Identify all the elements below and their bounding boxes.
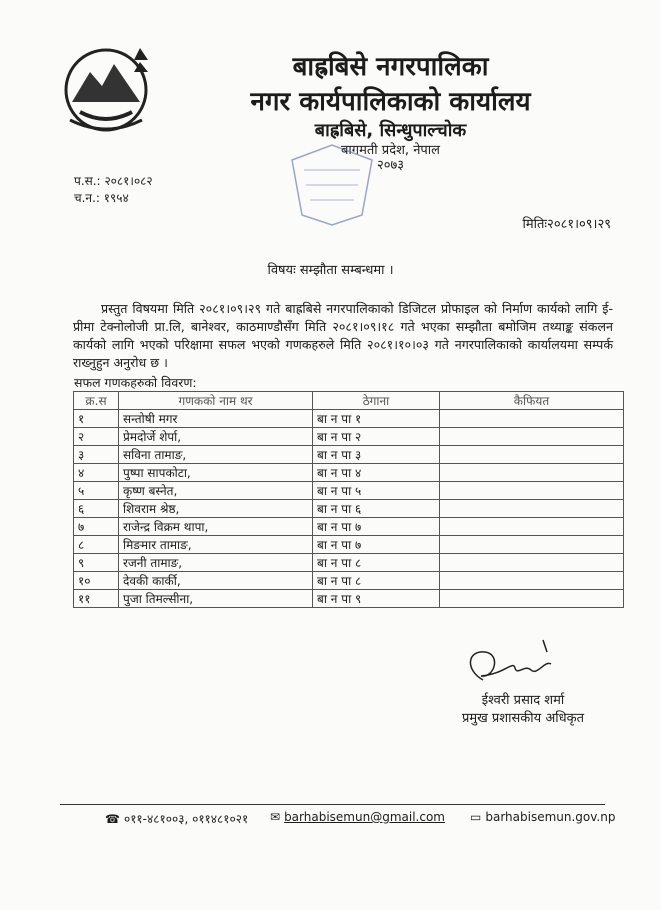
cell-name: शिवराम श्रेष्ठ, [119,500,313,518]
cell-serial: ३ [74,446,119,464]
cell-remarks [440,554,624,572]
cell-remarks [440,572,624,590]
cell-serial: ८ [74,536,119,554]
table-row [74,590,624,608]
header-remarks: कैफियत [440,392,624,410]
established-year: २०७३ [376,158,405,173]
cell-remarks [440,446,624,464]
cell-serial: ११ [74,590,119,608]
cell-address: बा न पा ८ [313,572,440,590]
cell-name: मिङमार तामाङ, [119,536,313,554]
letter-subject: विषयः सम्झौता सम्बन्धमा । [267,263,394,278]
cell-remarks [440,500,624,518]
cell-remarks [440,518,624,536]
cell-remarks [440,590,624,608]
cell-remarks [440,464,624,482]
table-row [74,446,624,464]
address-line: बाह्रबिसे, सिन्धुपाल्चोक [314,120,467,141]
table-row [74,428,624,446]
cell-serial: ४ [74,464,119,482]
letter-body: प्रस्तुत विषयमा मिति २०८१।०९।२९ गते बाह्रबिसे नगरपालिकाको डिजिटल प्रोफाइल को निर्माण कार्यको लागि ई-प्रीमा टेक्नोलोजी प्रा.लि, बानेश्वर, काठमाण्डौसँग मिति २०८१।०९।१८ गते भएका सम्झौता बमोजिम तथ्याङ्क संकलन कार्यको लागि भएको परिक्षामा सफल भएको गणकहरुले मिति २०८१।१०।०३ गते नगरपालिकाको कार्यालयमा सम्पर्क राख्नुहुन अनुरोध छ । [73,301,613,370]
header-name: गणकको नाम थर [119,392,313,410]
enumerators-table [73,391,624,608]
footer-divider [60,804,605,805]
cell-remarks [440,482,624,500]
cell-address: बा न पा ६ [313,500,440,518]
cell-name: पुजा तिमल्सीना, [119,590,313,608]
cell-serial: ६ [74,500,119,518]
cell-name: प्रेमदोर्जे शेर्पा, [119,428,313,446]
cell-name: राजेन्द्र विक्रम थापा, [119,518,313,536]
phone-icon: ☎ [105,812,120,826]
mail-icon: ✉ [270,810,281,824]
header-address: ठेगाना [313,392,440,410]
cell-address: बा न पा ३ [313,446,440,464]
table-row [74,554,624,572]
table-row [74,482,624,500]
cell-remarks [440,410,624,428]
office-title: नगर कार्यपालिकाको कार्यालय [250,87,531,117]
header-serial: क्र.स [74,392,119,410]
cell-name: सविना तामाङ, [119,446,313,464]
cell-address: बा न पा ५ [313,482,440,500]
computer-icon: ▭ [470,810,482,824]
table-row [74,572,624,590]
municipality-title: बाह्रबिसे नगरपालिका [292,52,489,82]
list-title: सफल गणकहरुको विवरण: [74,375,197,390]
dispatch-number: च.न.: १९५४ [74,191,129,205]
cell-address: बा न पा १ [313,410,440,428]
cell-address: बा न पा ४ [313,464,440,482]
table-row [74,464,624,482]
cell-serial: ७ [74,518,119,536]
cell-name: कृष्ण बस्नेत, [119,482,313,500]
cell-serial: १ [74,410,119,428]
footer-phone: ☎ ०११-४८१००३, ०११४८१०२१ [105,812,249,826]
cell-serial: ५ [74,482,119,500]
table-row [74,500,624,518]
signature-icon [455,630,565,690]
reference-number: प.स.: २०८१।०८२ [74,174,153,188]
table-row [74,410,624,428]
cell-name: पुष्पा सापकोटा, [119,464,313,482]
signatory-title: प्रमुख प्रशासकीय अधिकृत [461,711,585,726]
cell-name: देवकी कार्की, [119,572,313,590]
cell-serial: २ [74,428,119,446]
cell-name: रजनी तामाङ, [119,554,313,572]
cell-address: बा न पा ७ [313,518,440,536]
province-line: बागमती प्रदेश, नेपाल [341,143,440,158]
cell-remarks [440,536,624,554]
office-stamp-icon [282,140,382,230]
cell-address: बा न पा ७ [313,536,440,554]
signatory-name: ईश्वरी प्रसाद शर्मा [481,693,565,708]
cell-name: सन्तोषी मगर [119,410,313,428]
letter-date: मितिः२०८१।०९।२९ [522,217,611,232]
cell-address: बा न पा ९ [313,590,440,608]
cell-address: बा न पा ८ [313,554,440,572]
cell-remarks [440,428,624,446]
cell-serial: १० [74,572,119,590]
table-row [74,518,624,536]
footer-website[interactable]: ▭ barhabisemun.gov.np [470,810,616,824]
table-row [74,536,624,554]
cell-address: बा न पा २ [313,428,440,446]
footer-email[interactable]: ✉ barhabisemun@gmail.com [270,810,445,824]
cell-serial: ९ [74,554,119,572]
table-header-row [74,392,624,410]
